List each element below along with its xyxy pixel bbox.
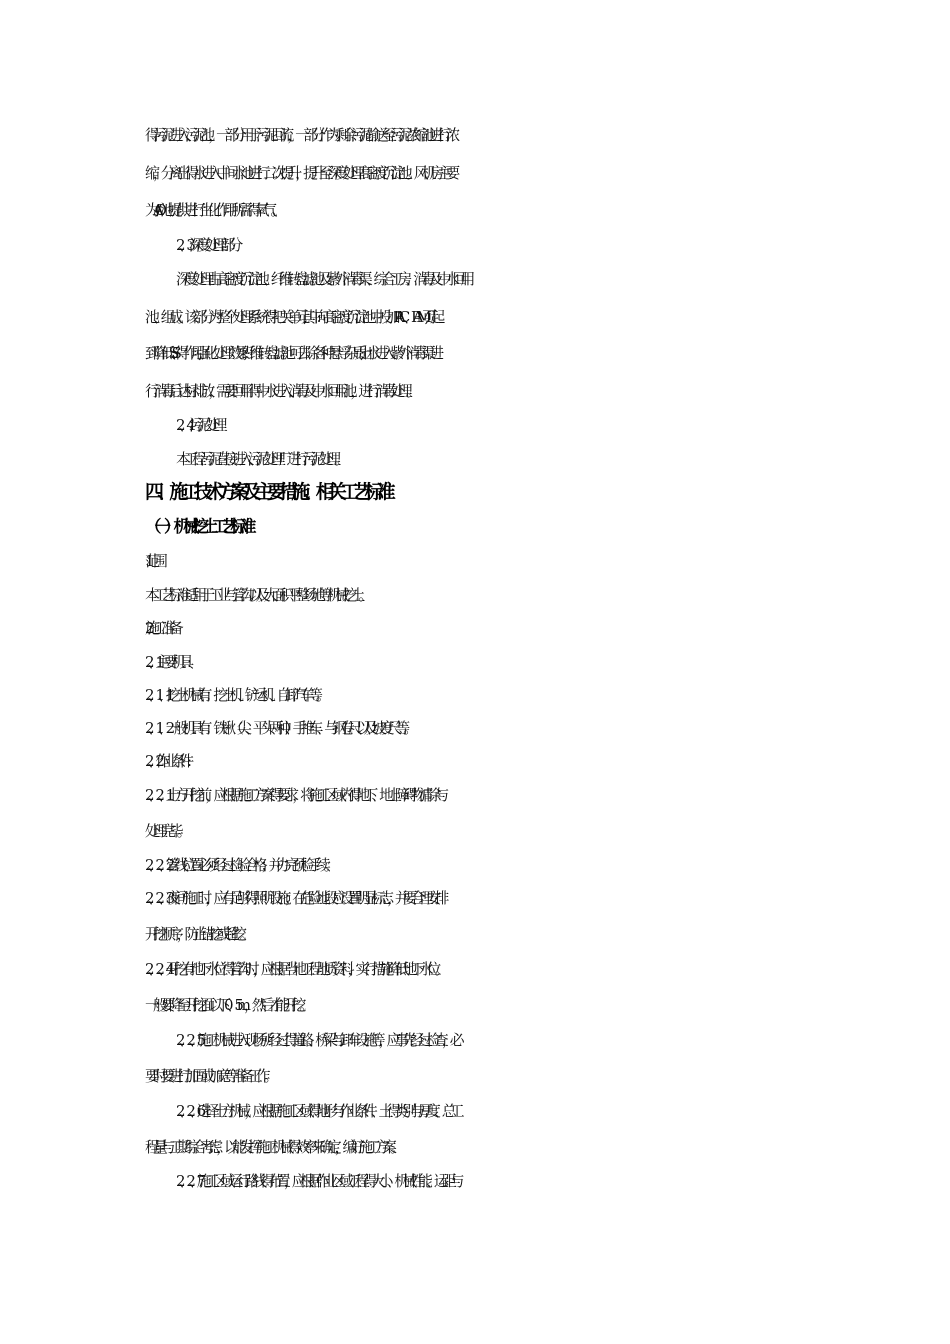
body-text-line: 池、组成。该部分为整个处理系统得把关单元,其中:向高密度沉淀池中投加PAC、PAM,可起 [145,308,439,326]
body-text-line: 2、2、3 夜间施工时，应有足够得照明设施；在危险地段应设置明显标志，并要合理安排 [145,889,443,907]
section-heading-2-3: 2、3深度处理部分 [176,236,237,254]
body-text-line: 本工艺标准适用于工业与管沟以及大面积平整场地等机械挖土。 [145,586,367,604]
body-text-line: 2、2、7 施工区域运行路线得布置，应根据作业区域工程得大小、机械性能、运距与 [176,1172,458,1190]
section-heading-2-4: 2、4污泥处理 [176,416,221,434]
body-text-line: 2、2、6 选择土方机械，应根据施工区域得地形与作业条件、土得类别与厚度、总工 [176,1102,458,1120]
body-text-line: 为A/O池提供进行生化作用所需得氧气。 [145,201,279,219]
body-text-line: 行消毒后达标排放，需要回用得中水进入消毒及中水回用池，进行消毒处理。 [145,382,414,400]
body-text-line: 程量与工期综合考虑，以能发挥施工机械得效率来确定，编好施工方案。 [145,1138,398,1156]
body-text-line: 开挖顺序，防止错挖或超挖。 [145,925,248,943]
body-text-line: 本工程污泥直接进入污泥处理厂进行污泥处理。 [176,450,342,468]
body-text-line: 一般要降至开挖面以下0、5m，然后才能开挖。 [145,996,308,1014]
body-text-line: 2、1、2 一般机具有：铁锹（尖、平头两种）、手推车、与钢卷尺以及坡度尺等。 [145,719,412,737]
body-text-line: 2、1、1 挖土机械有：挖土机、铲运机、自卸汽车等。 [145,686,324,704]
body-text-line: 到降低SS得作用,强化处理效果;纤维转盘滤池可去除各种悬浮杂质;出水进入紫外消毒渠进 [145,344,437,362]
body-text-line: 2、2、4 开挖有地下水位得管沟时，应根据当地工程地质资料，实行措施降低地下水位。 [145,960,443,978]
body-text-line: 2、2、1 土方开挖前，应根据施工方案得要求，将施工区域内得地下、地上障碍物清除与 [145,786,443,804]
body-text-line: 得污泥进入污泥池，一部分用于污泥回流，一部分作为剩余污泥输送至污泥浓缩池进行浓 [145,126,454,144]
body-text-line: 缩，分离出得水进入中间水池进行二次提升，提升至深度处理高密度沉淀池。风机房主要 [145,164,454,182]
body-text-line: 要时要进行加固或加宽等准备工作。 [145,1067,272,1085]
chapter-heading: 四、施工技术方案及主要措施、相关工艺标准 [145,481,390,503]
body-text-line: 2、2、5 施工机械进入现场所经过得道路、桥梁与卸车设施等，应事先经过检查，必 [176,1031,458,1049]
subchapter-heading: （一）机械挖土工艺标准 [145,517,250,536]
body-text-line: 处理完毕。 [145,822,185,840]
clause-title: 2、1 主要机具: [145,653,186,671]
clause-title: 2 施工准备 [145,619,177,637]
clause-title: 2、2 作业条件: [145,752,186,770]
clause-title: 1 范围 [145,552,161,570]
body-text-line: 深度处理由高密度沉淀池、纤维转盘滤池及紫外消毒渠、综合工房、消毒及中水回用 [176,270,469,288]
body-text-line: 2、2、2 管线位置必须经过检验合格；并办完预检手续。 [145,856,332,874]
